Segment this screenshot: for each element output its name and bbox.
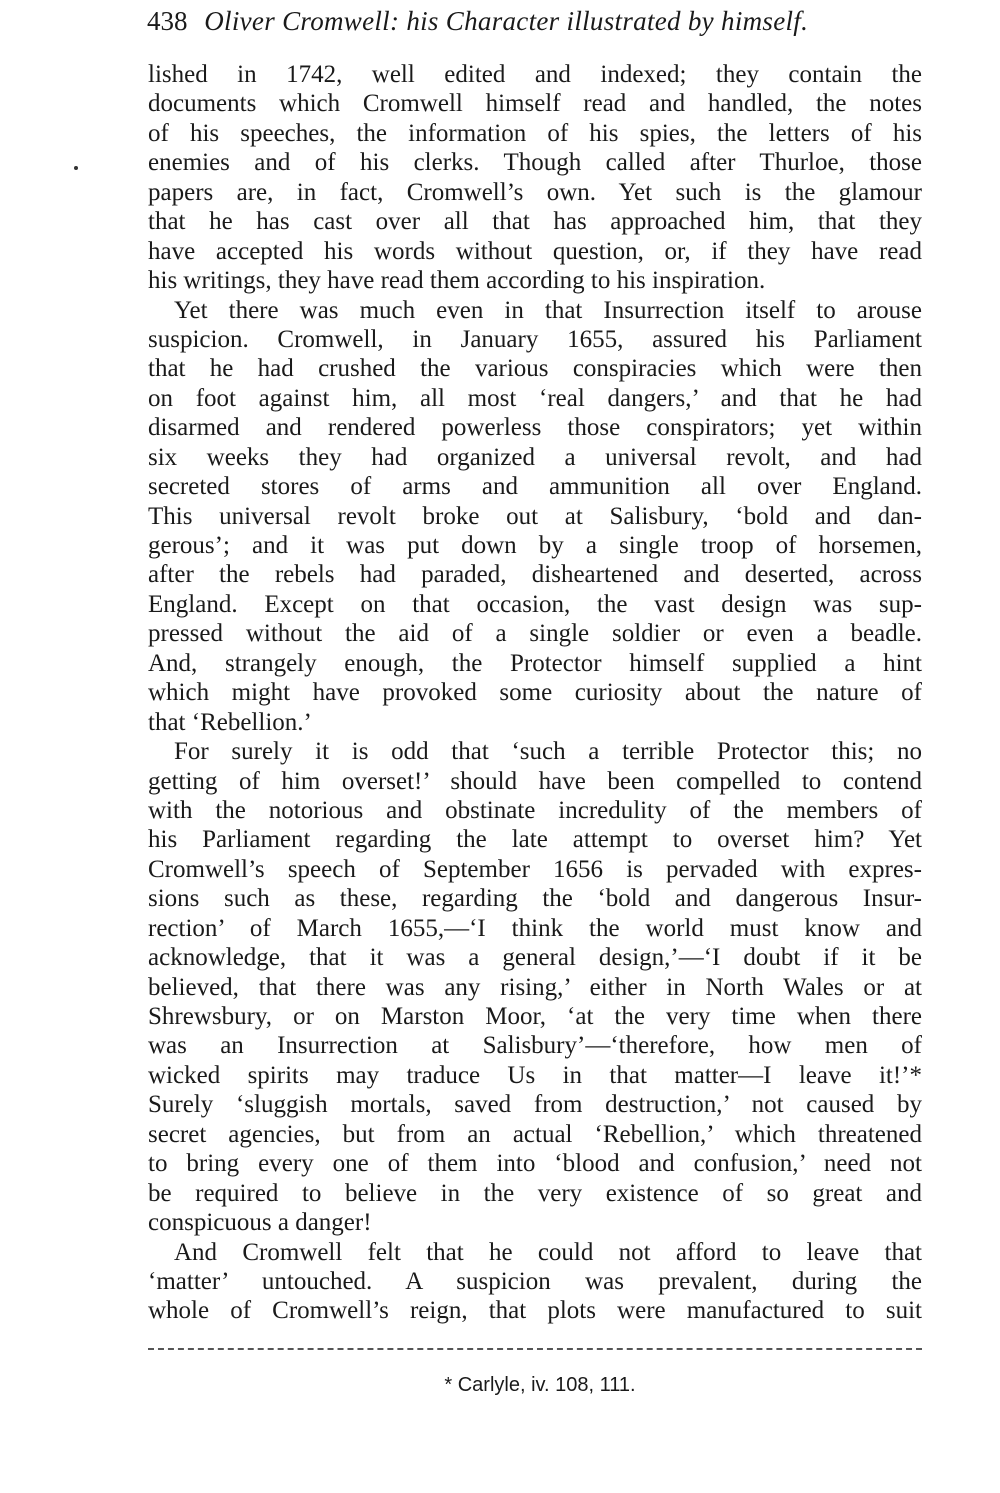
text-line: secreted stores of arms and ammunition all over England. — [148, 473, 922, 501]
body-text — [148, 60, 922, 1326]
text-line: wicked spirits may traduce Us in that matter—I leave it!’* — [148, 1061, 922, 1089]
text-line: be required to believe in the very existence of so great and — [148, 1179, 922, 1207]
text-line: For surely it is odd that ‘such a terrible Protector this; no — [174, 738, 922, 766]
text-line: Cromwell’s speech of September 1656 is pervaded with expres- — [148, 855, 922, 883]
text-line: after the rebels had paraded, disheartened and deserted, across — [148, 561, 922, 589]
text-line: of his speeches, the information of his spies, the letters of his — [148, 119, 922, 147]
running-head — [147, 4, 927, 38]
text-line: secret agencies, but from an actual ‘Rebellion,’ which threatened — [148, 1120, 922, 1148]
text-line: whole of Cromwell’s reign, that plots were manufactured to suit — [148, 1297, 922, 1325]
text-line: conspicuous a danger! — [148, 1209, 372, 1237]
text-line: Surely ‘sluggish mortals, saved from destruction,’ not caused by — [148, 1091, 922, 1119]
text-line: that ‘Rebellion.’ — [148, 708, 312, 736]
text-line: getting of him overset!’ should have been compelled to contend — [148, 767, 922, 795]
text-line: papers are, in fact, Cromwell’s own. Yet such is the glamour — [148, 178, 922, 206]
page-number: 438 — [147, 6, 188, 36]
text-line: England. Except on that occasion, the vast design was sup- — [148, 590, 922, 618]
text-line: to bring every one of them into ‘blood and confusion,’ need not — [148, 1150, 922, 1178]
text-line: that he has cast over all that has approached him, that they — [148, 208, 922, 236]
text-line: sions such as these, regarding the ‘bold and dangerous Insur- — [148, 885, 922, 913]
text-line: that he had crushed the various conspiracies which were then — [148, 355, 922, 383]
text-line: disarmed and rendered powerless those conspirators; yet within — [148, 414, 922, 442]
footnote: * Carlyle, iv. 108, 111. — [444, 1374, 636, 1396]
paragraph — [148, 1238, 922, 1326]
footnote-rule — [148, 1348, 922, 1350]
text-line: believed, that there was any rising,’ either in North Wales or at — [148, 973, 922, 1001]
text-line: ‘matter’ untouched. A suspicion was prevalent, during the — [148, 1267, 922, 1295]
text-line: have accepted his words without question, or, if they have read — [148, 237, 922, 265]
text-line: his Parliament regarding the late attempt to overset him? Yet — [148, 826, 922, 854]
text-line: And, strangely enough, the Protector himself supplied a hint — [148, 649, 922, 677]
text-line: Yet there was much even in that Insurrection itself to arouse — [174, 296, 922, 324]
paragraph — [148, 296, 922, 738]
text-line: Shrewsbury, or on Marston Moor, ‘at the very time when there — [148, 1003, 922, 1030]
paragraph — [148, 60, 922, 296]
margin-mark — [74, 166, 78, 170]
text-line: his writings, they have read them according to his inspiration. — [148, 267, 766, 295]
paragraph — [148, 737, 922, 1237]
text-line: six weeks they had organized a universal revolt, and had — [148, 443, 922, 471]
text-line: documents which Cromwell himself read and handled, the notes — [148, 90, 922, 118]
text-line: with the notorious and obstinate incredulity of the members of — [148, 796, 922, 824]
text-line: was an Insurrection at Salisbury’—‘therefore, how men of — [148, 1032, 922, 1060]
text-line: This universal revolt broke out at Salisbury, ‘bold and dan- — [148, 502, 922, 530]
text-line: pressed without the aid of a single soldier or even a beadle. — [148, 620, 922, 648]
text-line: suspicion. Cromwell, in January 1655, assured his Parliament — [148, 325, 922, 353]
text-line: lished in 1742, well edited and indexed; they contain the — [148, 61, 922, 88]
text-line: rection’ of March 1655,—‘I think the world must know and — [148, 914, 922, 942]
text-line: which might have provoked some curiosity about the nature of — [148, 679, 922, 707]
text-line: And Cromwell felt that he could not afford to leave that — [174, 1238, 922, 1266]
text-line: enemies and of his clerks. Though called after Thurloe, those — [148, 149, 922, 177]
running-title: Oliver Cromwell: his Character illustrated by himself. — [204, 6, 809, 36]
text-line: on foot against him, all most ‘real dangers,’ and that he had — [148, 384, 922, 412]
text-line: gerous’; and it was put down by a single troop of horsemen, — [148, 532, 922, 559]
text-line: acknowledge, that it was a general design,’—‘I doubt if it be — [148, 944, 922, 972]
